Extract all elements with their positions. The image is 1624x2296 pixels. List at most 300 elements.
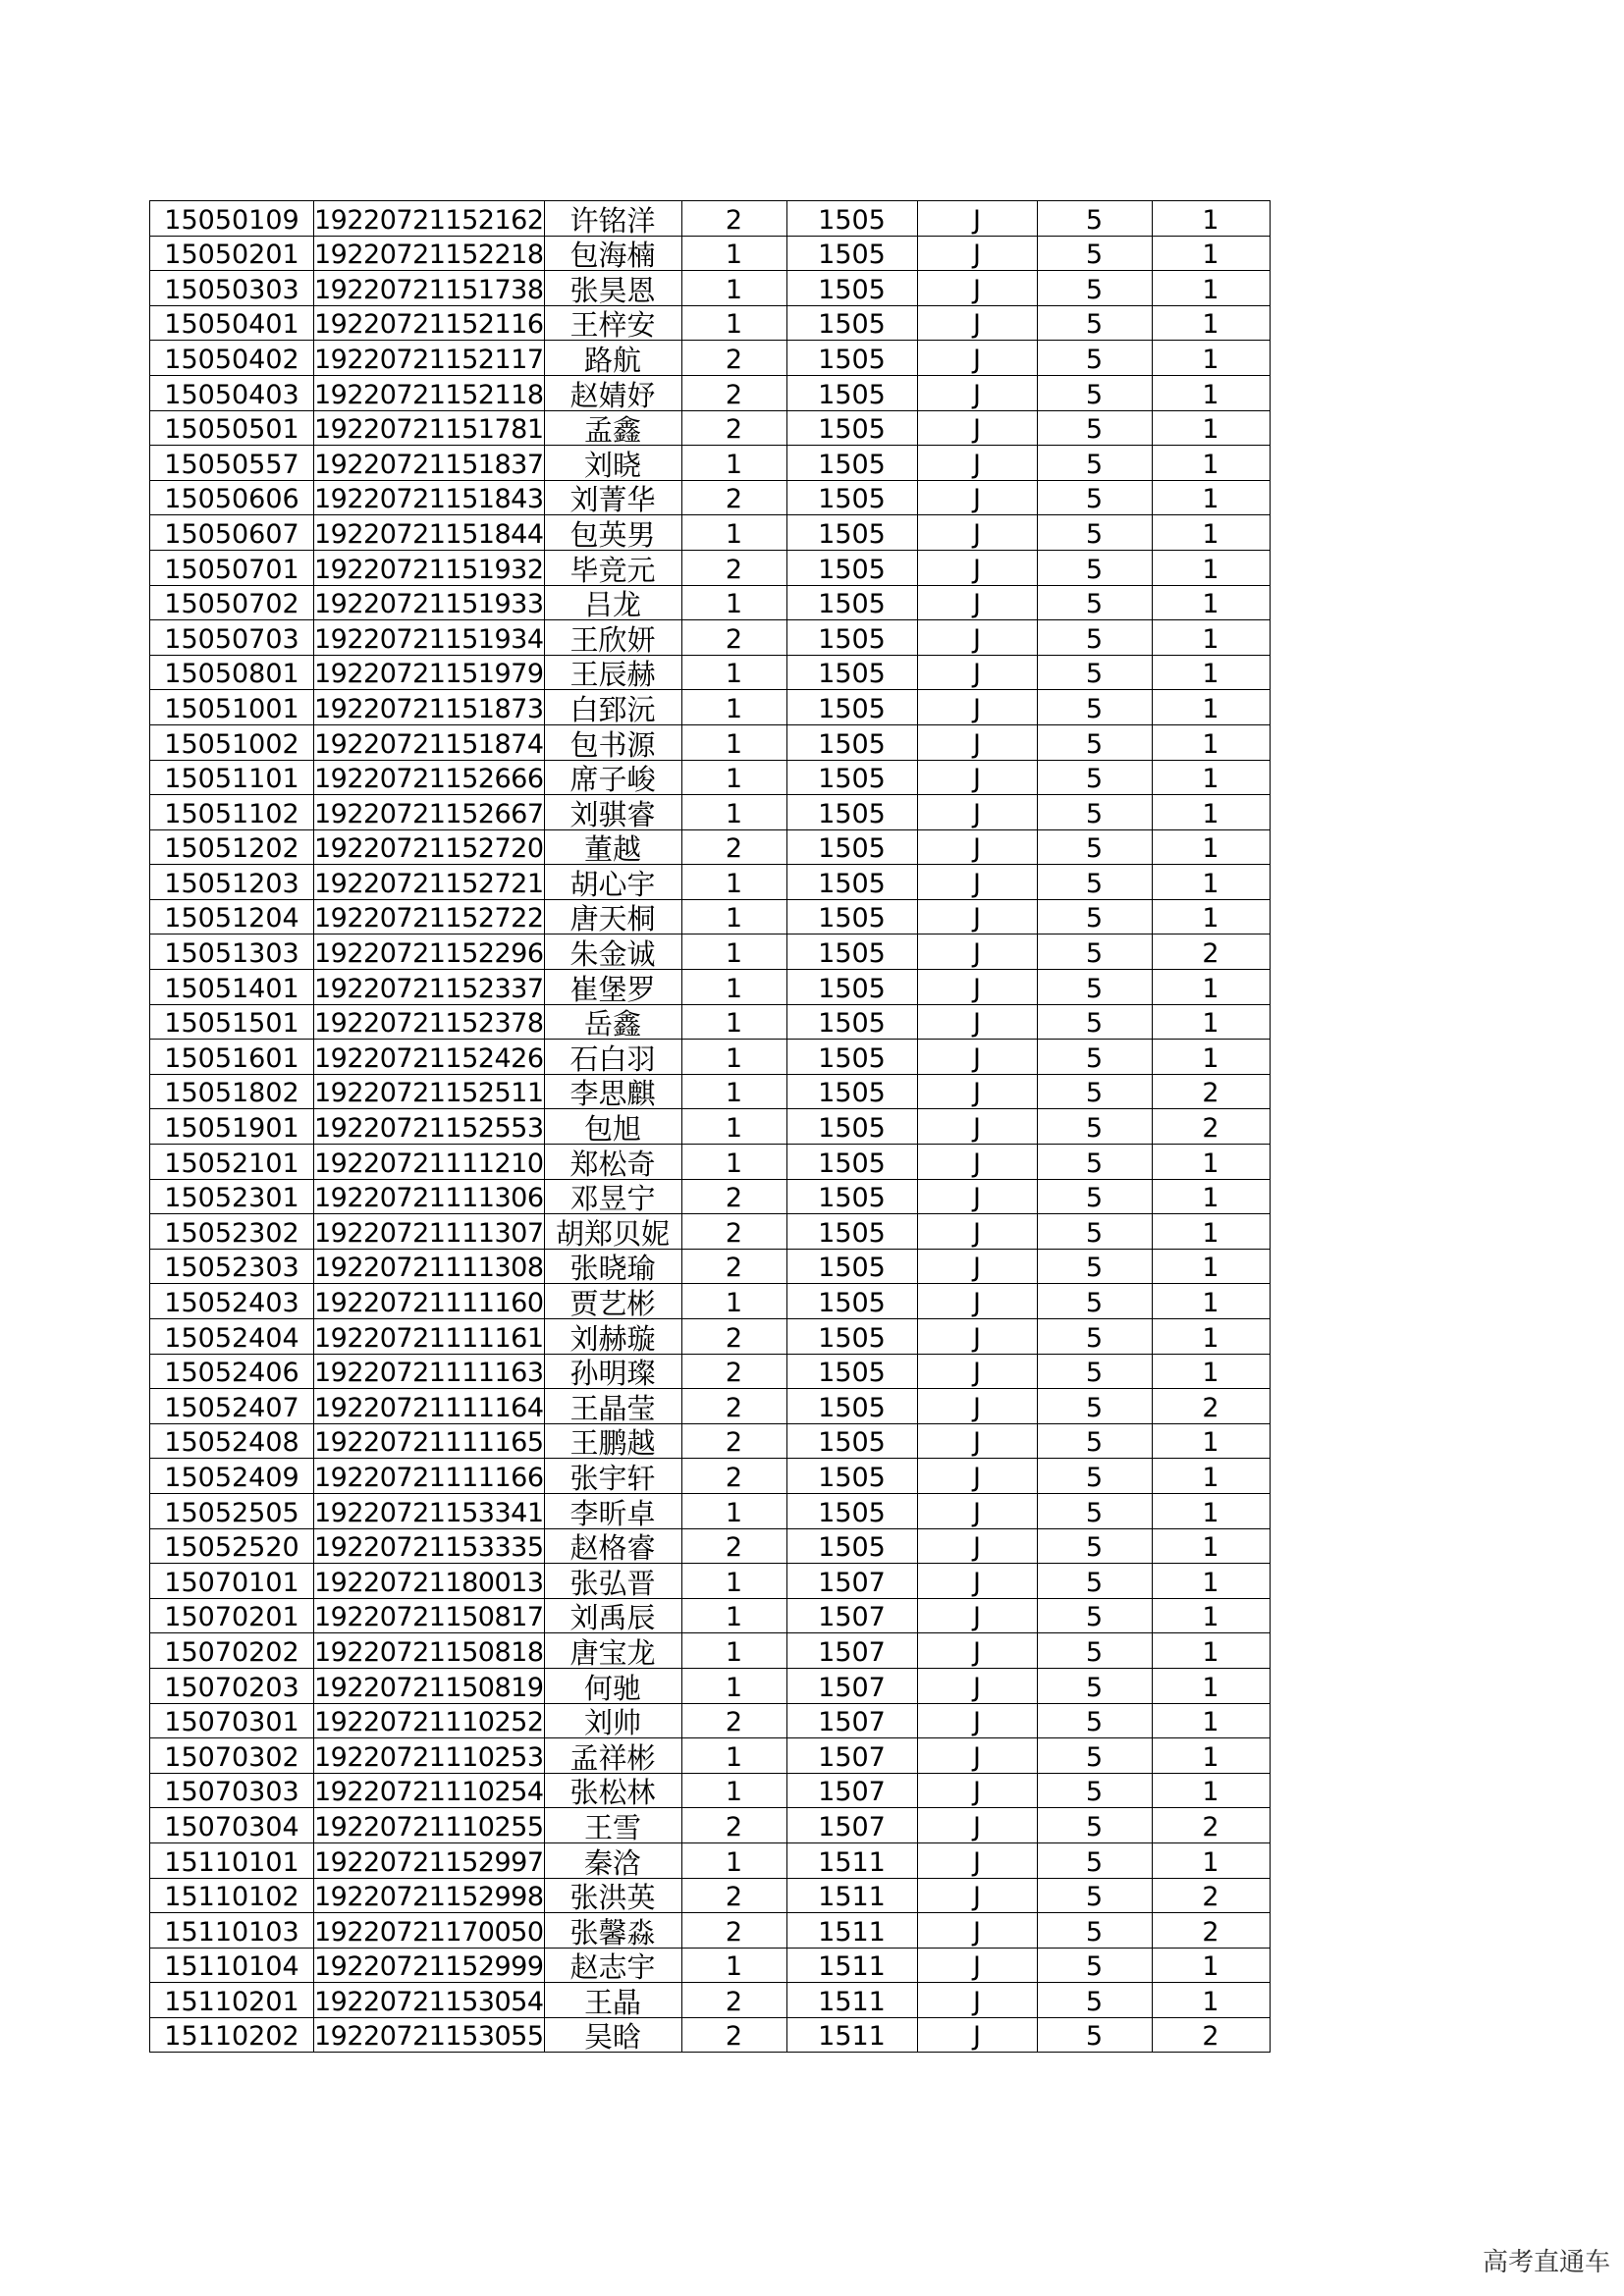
cell-gender: 1	[681, 1493, 786, 1528]
table-row	[150, 1214, 1271, 1250]
cell-flag: 1	[1152, 1948, 1270, 1983]
cell-level: 5	[1037, 1179, 1152, 1214]
cell-category: J	[917, 1074, 1037, 1109]
cell-flag: 2	[1152, 1878, 1270, 1913]
cell-name: 邓昱宁	[544, 1179, 681, 1214]
cell-category: J	[917, 1145, 1037, 1180]
cell-flag: 1	[1152, 515, 1270, 551]
cell-level: 5	[1037, 1842, 1152, 1878]
cell-level: 5	[1037, 1983, 1152, 2018]
cell-candidate-id: 19220721151932	[314, 550, 545, 585]
cell-candidate-id: 19220721152998	[314, 1878, 545, 1913]
cell-flag: 1	[1152, 970, 1270, 1005]
cell-name: 刘菁华	[544, 480, 681, 515]
cell-flag: 1	[1152, 829, 1270, 865]
cell-flag: 1	[1152, 690, 1270, 725]
cell-gender: 1	[681, 585, 786, 620]
cell-name: 吴晗	[544, 2017, 681, 2053]
cell-gender: 2	[681, 1459, 786, 1494]
table-row	[150, 690, 1271, 725]
cell-name: 孟鑫	[544, 410, 681, 446]
cell-category: J	[917, 1738, 1037, 1774]
cell-flag: 1	[1152, 305, 1270, 341]
cell-candidate-id: 19220721111307	[314, 1214, 545, 1250]
cell-category: J	[917, 690, 1037, 725]
cell-candidate-id: 19220721152218	[314, 236, 545, 271]
cell-name: 唐宝龙	[544, 1633, 681, 1669]
table-row	[150, 1074, 1271, 1109]
cell-exam-no: 15110102	[150, 1878, 314, 1913]
cell-school-code: 1505	[786, 970, 917, 1005]
cell-exam-no: 15050402	[150, 341, 314, 376]
cell-gender: 1	[681, 1040, 786, 1075]
table-row	[150, 1878, 1271, 1913]
table-row	[150, 375, 1271, 410]
table-row	[150, 795, 1271, 830]
table-row	[150, 1738, 1271, 1774]
cell-exam-no: 15052301	[150, 1179, 314, 1214]
cell-flag: 1	[1152, 1145, 1270, 1180]
cell-candidate-id: 19220721152511	[314, 1074, 545, 1109]
table-row	[150, 2017, 1271, 2053]
cell-school-code: 1505	[786, 1354, 917, 1389]
table-row	[150, 970, 1271, 1005]
cell-school-code: 1505	[786, 1214, 917, 1250]
cell-candidate-id: 19220721152118	[314, 375, 545, 410]
cell-category: J	[917, 865, 1037, 900]
cell-exam-no: 15110202	[150, 2017, 314, 2053]
cell-category: J	[917, 1668, 1037, 1703]
cell-level: 5	[1037, 585, 1152, 620]
cell-exam-no: 15051002	[150, 724, 314, 760]
cell-flag: 1	[1152, 1179, 1270, 1214]
cell-school-code: 1507	[786, 1668, 917, 1703]
cell-level: 5	[1037, 1459, 1152, 1494]
cell-level: 5	[1037, 1703, 1152, 1738]
cell-school-code: 1505	[786, 620, 917, 656]
cell-school-code: 1505	[786, 375, 917, 410]
cell-level: 5	[1037, 1878, 1152, 1913]
cell-gender: 2	[681, 1319, 786, 1355]
cell-candidate-id: 19220721151738	[314, 271, 545, 306]
cell-exam-no: 15052404	[150, 1319, 314, 1355]
cell-name: 刘赫璇	[544, 1319, 681, 1355]
cell-category: J	[917, 201, 1037, 237]
cell-school-code: 1507	[786, 1564, 917, 1599]
cell-gender: 1	[681, 1633, 786, 1669]
cell-candidate-id: 19220721151781	[314, 410, 545, 446]
table-row	[150, 1948, 1271, 1983]
cell-category: J	[917, 1493, 1037, 1528]
cell-level: 5	[1037, 1598, 1152, 1633]
cell-category: J	[917, 305, 1037, 341]
cell-category: J	[917, 934, 1037, 970]
cell-exam-no: 15110201	[150, 1983, 314, 2018]
cell-name: 张宇轩	[544, 1459, 681, 1494]
cell-gender: 2	[681, 1983, 786, 2018]
cell-candidate-id: 19220721151844	[314, 515, 545, 551]
cell-category: J	[917, 480, 1037, 515]
cell-category: J	[917, 760, 1037, 795]
cell-school-code: 1505	[786, 446, 917, 481]
cell-level: 5	[1037, 1564, 1152, 1599]
cell-school-code: 1505	[786, 236, 917, 271]
cell-gender: 2	[681, 1528, 786, 1564]
cell-name: 岳鑫	[544, 1004, 681, 1040]
cell-gender: 1	[681, 305, 786, 341]
cell-candidate-id: 19220721150818	[314, 1633, 545, 1669]
table-row	[150, 1459, 1271, 1494]
cell-level: 5	[1037, 2017, 1152, 2053]
cell-candidate-id: 19220721180013	[314, 1564, 545, 1599]
cell-name: 赵婧妤	[544, 375, 681, 410]
cell-flag: 2	[1152, 1074, 1270, 1109]
cell-school-code: 1505	[786, 515, 917, 551]
cell-flag: 1	[1152, 1319, 1270, 1355]
cell-level: 5	[1037, 1668, 1152, 1703]
cell-candidate-id: 19220721153055	[314, 2017, 545, 2053]
cell-candidate-id: 19220721152162	[314, 201, 545, 237]
cell-gender: 2	[681, 1913, 786, 1949]
cell-candidate-id: 19220721152553	[314, 1109, 545, 1145]
table-row	[150, 201, 1271, 237]
cell-candidate-id: 19220721152721	[314, 865, 545, 900]
cell-category: J	[917, 271, 1037, 306]
cell-school-code: 1505	[786, 655, 917, 690]
watermark-text: 高考直通车	[1482, 2248, 1610, 2277]
cell-name: 孟祥彬	[544, 1738, 681, 1774]
cell-exam-no: 15050801	[150, 655, 314, 690]
table-row	[150, 341, 1271, 376]
cell-exam-no: 15050607	[150, 515, 314, 551]
cell-level: 5	[1037, 1040, 1152, 1075]
cell-name: 张馨淼	[544, 1913, 681, 1949]
cell-level: 5	[1037, 446, 1152, 481]
cell-flag: 1	[1152, 1598, 1270, 1633]
cell-gender: 2	[681, 1214, 786, 1250]
cell-flag: 2	[1152, 1808, 1270, 1843]
cell-exam-no: 15051203	[150, 865, 314, 900]
cell-gender: 1	[681, 934, 786, 970]
cell-school-code: 1505	[786, 1145, 917, 1180]
cell-candidate-id: 19220721152997	[314, 1842, 545, 1878]
cell-category: J	[917, 1459, 1037, 1494]
cell-flag: 1	[1152, 1842, 1270, 1878]
cell-exam-no: 15051901	[150, 1109, 314, 1145]
cell-category: J	[917, 1528, 1037, 1564]
cell-level: 5	[1037, 201, 1152, 237]
table-row	[150, 724, 1271, 760]
cell-candidate-id: 19220721153341	[314, 1493, 545, 1528]
cell-exam-no: 15051401	[150, 970, 314, 1005]
cell-level: 5	[1037, 865, 1152, 900]
cell-school-code: 1507	[786, 1598, 917, 1633]
cell-category: J	[917, 1808, 1037, 1843]
cell-exam-no: 15052505	[150, 1493, 314, 1528]
table-row	[150, 1493, 1271, 1528]
cell-flag: 1	[1152, 375, 1270, 410]
table-row	[150, 1773, 1271, 1808]
cell-flag: 1	[1152, 550, 1270, 585]
cell-exam-no: 15050701	[150, 550, 314, 585]
table-row	[150, 899, 1271, 934]
cell-school-code: 1505	[786, 271, 917, 306]
cell-school-code: 1505	[786, 1074, 917, 1109]
cell-name: 赵志宇	[544, 1948, 681, 1983]
cell-exam-no: 15051202	[150, 829, 314, 865]
cell-school-code: 1507	[786, 1808, 917, 1843]
cell-name: 朱金诚	[544, 934, 681, 970]
cell-flag: 1	[1152, 1564, 1270, 1599]
cell-gender: 1	[681, 1738, 786, 1774]
table-row	[150, 1145, 1271, 1180]
cell-category: J	[917, 550, 1037, 585]
cell-gender: 2	[681, 341, 786, 376]
table-row	[150, 1040, 1271, 1075]
cell-school-code: 1505	[786, 1389, 917, 1424]
cell-school-code: 1511	[786, 1948, 917, 1983]
cell-gender: 1	[681, 236, 786, 271]
cell-candidate-id: 19220721152117	[314, 341, 545, 376]
cell-candidate-id: 19220721152378	[314, 1004, 545, 1040]
table-row	[150, 271, 1271, 306]
cell-school-code: 1505	[786, 1109, 917, 1145]
cell-exam-no: 15070203	[150, 1668, 314, 1703]
cell-gender: 1	[681, 1145, 786, 1180]
cell-candidate-id: 19220721153335	[314, 1528, 545, 1564]
cell-school-code: 1505	[786, 934, 917, 970]
cell-exam-no: 15050201	[150, 236, 314, 271]
cell-gender: 1	[681, 865, 786, 900]
cell-level: 5	[1037, 1214, 1152, 1250]
cell-flag: 2	[1152, 934, 1270, 970]
cell-candidate-id: 19220721111210	[314, 1145, 545, 1180]
table-body	[150, 201, 1271, 2053]
cell-level: 5	[1037, 1249, 1152, 1284]
cell-exam-no: 15050702	[150, 585, 314, 620]
cell-gender: 2	[681, 2017, 786, 2053]
cell-candidate-id: 19220721151837	[314, 446, 545, 481]
cell-candidate-id: 19220721110254	[314, 1773, 545, 1808]
cell-category: J	[917, 620, 1037, 656]
cell-name: 包旭	[544, 1109, 681, 1145]
table-row	[150, 1354, 1271, 1389]
cell-school-code: 1505	[786, 795, 917, 830]
cell-gender: 2	[681, 1878, 786, 1913]
cell-flag: 1	[1152, 480, 1270, 515]
cell-level: 5	[1037, 1354, 1152, 1389]
cell-category: J	[917, 1389, 1037, 1424]
cell-flag: 1	[1152, 1703, 1270, 1738]
cell-candidate-id: 19220721150817	[314, 1598, 545, 1633]
cell-level: 5	[1037, 515, 1152, 551]
cell-gender: 1	[681, 1284, 786, 1319]
cell-flag: 1	[1152, 1633, 1270, 1669]
cell-candidate-id: 19220721170050	[314, 1913, 545, 1949]
cell-name: 张晓瑜	[544, 1249, 681, 1284]
cell-name: 李思麒	[544, 1074, 681, 1109]
cell-candidate-id: 19220721152296	[314, 934, 545, 970]
cell-candidate-id: 19220721111165	[314, 1423, 545, 1459]
cell-level: 5	[1037, 1808, 1152, 1843]
cell-name: 白郅沅	[544, 690, 681, 725]
cell-school-code: 1505	[786, 865, 917, 900]
table-row	[150, 585, 1271, 620]
cell-category: J	[917, 1284, 1037, 1319]
cell-school-code: 1505	[786, 1493, 917, 1528]
cell-school-code: 1505	[786, 760, 917, 795]
cell-school-code: 1505	[786, 899, 917, 934]
table-row	[150, 1983, 1271, 2018]
cell-category: J	[917, 1913, 1037, 1949]
cell-name: 崔堡罗	[544, 970, 681, 1005]
cell-name: 王鹏越	[544, 1423, 681, 1459]
cell-flag: 1	[1152, 1423, 1270, 1459]
cell-school-code: 1511	[786, 1842, 917, 1878]
cell-candidate-id: 19220721110253	[314, 1738, 545, 1774]
cell-gender: 1	[681, 446, 786, 481]
table-row	[150, 1319, 1271, 1355]
cell-category: J	[917, 1598, 1037, 1633]
cell-gender: 2	[681, 480, 786, 515]
cell-level: 5	[1037, 1423, 1152, 1459]
cell-candidate-id: 19220721111306	[314, 1179, 545, 1214]
cell-name: 何驰	[544, 1668, 681, 1703]
cell-name: 王欣妍	[544, 620, 681, 656]
cell-flag: 1	[1152, 1040, 1270, 1075]
cell-name: 王晶	[544, 1983, 681, 2018]
table-row	[150, 865, 1271, 900]
cell-candidate-id: 19220721151874	[314, 724, 545, 760]
cell-school-code: 1505	[786, 1319, 917, 1355]
cell-level: 5	[1037, 341, 1152, 376]
table-row	[150, 1179, 1271, 1214]
cell-gender: 2	[681, 1249, 786, 1284]
cell-candidate-id: 19220721111160	[314, 1284, 545, 1319]
cell-gender: 2	[681, 1389, 786, 1424]
cell-name: 毕竞元	[544, 550, 681, 585]
cell-gender: 2	[681, 1423, 786, 1459]
cell-flag: 1	[1152, 1284, 1270, 1319]
cell-level: 5	[1037, 1528, 1152, 1564]
cell-category: J	[917, 899, 1037, 934]
cell-name: 石白羽	[544, 1040, 681, 1075]
cell-flag: 2	[1152, 1913, 1270, 1949]
cell-gender: 2	[681, 550, 786, 585]
cell-name: 唐天桐	[544, 899, 681, 934]
cell-category: J	[917, 1004, 1037, 1040]
cell-school-code: 1505	[786, 341, 917, 376]
cell-flag: 1	[1152, 760, 1270, 795]
cell-level: 5	[1037, 1074, 1152, 1109]
cell-exam-no: 15070304	[150, 1808, 314, 1843]
cell-school-code: 1511	[786, 1983, 917, 2018]
cell-candidate-id: 19220721151843	[314, 480, 545, 515]
cell-school-code: 1505	[786, 305, 917, 341]
table-row	[150, 1284, 1271, 1319]
cell-gender: 1	[681, 1109, 786, 1145]
cell-gender: 2	[681, 829, 786, 865]
cell-name: 刘骐睿	[544, 795, 681, 830]
table-row	[150, 1423, 1271, 1459]
table-row	[150, 1668, 1271, 1703]
cell-flag: 1	[1152, 201, 1270, 237]
cell-name: 胡郑贝妮	[544, 1214, 681, 1250]
cell-candidate-id: 19220721152999	[314, 1948, 545, 1983]
table-row	[150, 305, 1271, 341]
cell-exam-no: 15110103	[150, 1913, 314, 1949]
cell-name: 路航	[544, 341, 681, 376]
table-row	[150, 1633, 1271, 1669]
cell-level: 5	[1037, 829, 1152, 865]
cell-exam-no: 15070101	[150, 1564, 314, 1599]
cell-name: 王晶莹	[544, 1389, 681, 1424]
table-row	[150, 1564, 1271, 1599]
cell-level: 5	[1037, 271, 1152, 306]
cell-exam-no: 15052403	[150, 1284, 314, 1319]
cell-flag: 1	[1152, 724, 1270, 760]
cell-level: 5	[1037, 410, 1152, 446]
cell-school-code: 1507	[786, 1773, 917, 1808]
cell-category: J	[917, 1948, 1037, 1983]
cell-candidate-id: 19220721152666	[314, 760, 545, 795]
cell-category: J	[917, 1983, 1037, 2018]
cell-flag: 1	[1152, 1738, 1270, 1774]
cell-exam-no: 15070202	[150, 1633, 314, 1669]
cell-exam-no: 15052408	[150, 1423, 314, 1459]
cell-name: 张洪英	[544, 1878, 681, 1913]
cell-candidate-id: 19220721152722	[314, 899, 545, 934]
cell-flag: 1	[1152, 899, 1270, 934]
cell-level: 5	[1037, 1284, 1152, 1319]
cell-school-code: 1505	[786, 1179, 917, 1214]
cell-school-code: 1507	[786, 1738, 917, 1774]
cell-school-code: 1505	[786, 1423, 917, 1459]
cell-flag: 1	[1152, 410, 1270, 446]
cell-exam-no: 15050403	[150, 375, 314, 410]
cell-candidate-id: 19220721150819	[314, 1668, 545, 1703]
cell-exam-no: 15051204	[150, 899, 314, 934]
cell-level: 5	[1037, 550, 1152, 585]
cell-exam-no: 15050401	[150, 305, 314, 341]
cell-school-code: 1505	[786, 480, 917, 515]
cell-exam-no: 15050109	[150, 201, 314, 237]
cell-gender: 1	[681, 1948, 786, 1983]
cell-school-code: 1505	[786, 1459, 917, 1494]
cell-name: 包海楠	[544, 236, 681, 271]
table-row	[150, 480, 1271, 515]
cell-gender: 1	[681, 1842, 786, 1878]
table-row	[150, 934, 1271, 970]
table-row	[150, 1249, 1271, 1284]
table-row	[150, 446, 1271, 481]
table-row	[150, 760, 1271, 795]
cell-gender: 1	[681, 271, 786, 306]
cell-category: J	[917, 1040, 1037, 1075]
cell-exam-no: 15070302	[150, 1738, 314, 1774]
cell-category: J	[917, 1109, 1037, 1145]
cell-exam-no: 15050501	[150, 410, 314, 446]
cell-exam-no: 15110101	[150, 1842, 314, 1878]
cell-level: 5	[1037, 1773, 1152, 1808]
cell-exam-no: 15070301	[150, 1703, 314, 1738]
cell-level: 5	[1037, 1004, 1152, 1040]
cell-level: 5	[1037, 1145, 1152, 1180]
cell-level: 5	[1037, 970, 1152, 1005]
cell-exam-no: 15050703	[150, 620, 314, 656]
cell-flag: 1	[1152, 620, 1270, 656]
cell-candidate-id: 19220721152426	[314, 1040, 545, 1075]
